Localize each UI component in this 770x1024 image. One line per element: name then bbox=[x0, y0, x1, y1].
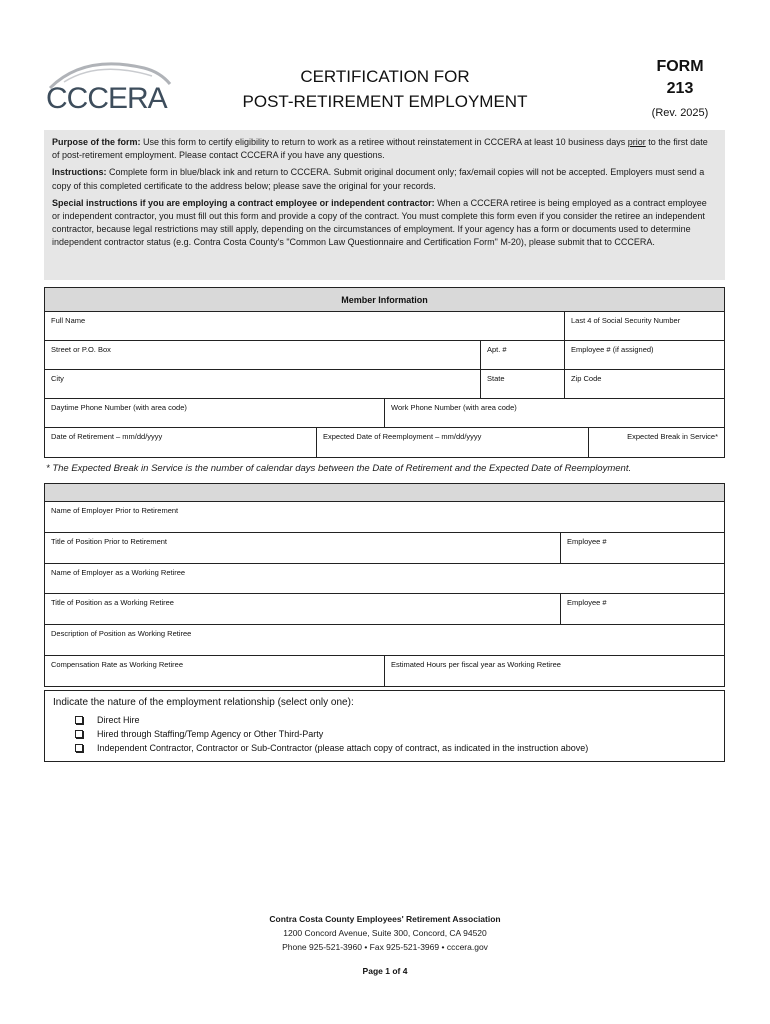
apt-field[interactable] bbox=[481, 341, 565, 369]
footer-street: 1200 Concord Avenue, Suite 300, Concord, CA 94520 bbox=[283, 928, 487, 938]
option-independent-contractor[interactable] bbox=[75, 741, 716, 755]
working-title-label: Title of Position as a Working Retiree bbox=[51, 598, 174, 607]
table-row bbox=[45, 533, 724, 564]
special-label: Special instructions if you are employing a contract employee or independent contractor: bbox=[52, 197, 435, 208]
option-label: Independent Contractor, Contractor or Sub-Contractor (please attach copy of contract, as indicated in the instruction above) bbox=[97, 743, 589, 753]
full-name-field[interactable] bbox=[45, 312, 565, 340]
compensation-field[interactable] bbox=[45, 656, 385, 686]
table-row bbox=[45, 312, 724, 341]
working-title-field[interactable] bbox=[45, 594, 561, 624]
employer-information-heading bbox=[45, 484, 724, 502]
state-label: State bbox=[487, 374, 505, 383]
ssn-last4-label: Last 4 of Social Security Number bbox=[571, 316, 681, 325]
option-direct-hire[interactable] bbox=[75, 713, 716, 727]
cccera-logo bbox=[44, 58, 174, 120]
city-label: City bbox=[51, 374, 64, 383]
table-row bbox=[45, 625, 724, 656]
city-field[interactable] bbox=[45, 370, 481, 398]
form-number-block bbox=[630, 56, 730, 119]
table-row bbox=[45, 370, 724, 399]
member-information-heading: Member Information bbox=[45, 288, 724, 312]
footer-org: Contra Costa County Employees' Retirement Association bbox=[269, 914, 501, 924]
zip-label: Zip Code bbox=[571, 374, 602, 383]
checkbox-icon[interactable] bbox=[75, 730, 83, 738]
purpose-text-b: to the first date of post-retirement employment. Please contact CCCERA if you have any questions. bbox=[52, 137, 708, 161]
day-phone-field[interactable] bbox=[45, 399, 385, 427]
employer-information-table bbox=[44, 483, 725, 687]
zip-field[interactable] bbox=[565, 370, 724, 398]
day-phone-label: Daytime Phone Number (with area code) bbox=[51, 403, 187, 412]
retirement-date-field[interactable] bbox=[45, 428, 317, 457]
purpose-prior: prior bbox=[627, 137, 646, 147]
table-row bbox=[45, 428, 724, 457]
retirement-date-label: Date of Retirement – mm/dd/yyyy bbox=[51, 432, 163, 441]
break-footnote: * The Expected Break in Service is the number of calendar days between the Date of Retirement and the Expected Date of Reemployment. bbox=[46, 463, 632, 474]
apt-label: Apt. # bbox=[487, 345, 507, 354]
break-in-service-field[interactable] bbox=[589, 428, 724, 457]
break-in-service-label: Expected Break in Service* bbox=[627, 432, 718, 441]
option-label: Direct Hire bbox=[97, 715, 140, 725]
purpose-label: Purpose of the form: bbox=[52, 137, 141, 147]
prior-employee-number-field[interactable] bbox=[561, 533, 724, 563]
state-field[interactable] bbox=[481, 370, 565, 398]
table-row bbox=[45, 564, 724, 594]
logo-text: CCCERA bbox=[46, 82, 167, 115]
employee-number-field[interactable] bbox=[565, 341, 724, 369]
table-row bbox=[45, 341, 724, 370]
working-employer-field[interactable] bbox=[45, 564, 724, 593]
prior-title-field[interactable] bbox=[45, 533, 561, 563]
form-number: 213 bbox=[666, 80, 694, 97]
page-title bbox=[215, 64, 555, 114]
purpose-paragraph bbox=[52, 136, 717, 162]
street-label: Street or P.O. Box bbox=[51, 345, 111, 354]
table-row bbox=[45, 656, 724, 686]
working-employee-number-label: Employee # bbox=[567, 598, 607, 607]
employee-number-label: Employee # (if assigned) bbox=[571, 345, 654, 354]
employment-nature-box bbox=[44, 690, 725, 762]
ssn-last4-field[interactable] bbox=[565, 312, 724, 340]
employment-nature-question: Indicate the nature of the employment relationship (select only one): bbox=[53, 697, 354, 708]
form-revision: (Rev. 2025) bbox=[651, 107, 709, 119]
work-phone-field[interactable] bbox=[385, 399, 724, 427]
member-information-table bbox=[44, 287, 725, 458]
footer-address bbox=[0, 912, 770, 954]
title-line-2: POST-RETIREMENT EMPLOYMENT bbox=[242, 92, 528, 111]
compensation-label: Compensation Rate as Working Retiree bbox=[51, 660, 184, 669]
title-line-1: CERTIFICATION FOR bbox=[300, 67, 470, 86]
option-label: Hired through Staffing/Temp Agency or Other Third-Party bbox=[97, 729, 324, 739]
page-number: Page 1 of 4 bbox=[362, 966, 408, 976]
table-row bbox=[45, 594, 724, 625]
instructions-text: Complete form in blue/black ink and return to CCCERA. Submit original document only; fax/email copies will not be accepted. Employers must send a copy of this completed certificate to the address below; please save the original for your records. bbox=[52, 167, 705, 191]
prior-employee-number-label: Employee # bbox=[567, 537, 607, 546]
special-text: When a CCCERA retiree is being employed as a contract employee or independent contractor, you must fill out this form and provide a copy of the contract. You must complete this form even if you consider the retiree an independent contractor, because legal restrictions may still apply, depending on the circumstances of employment. If your agency has a form or documents used to determine independent contractor status (e.g. Contra Costa County's "Common Law Questionnaire and Certification Form" M-20), please submit that to CCCERA. bbox=[52, 197, 707, 248]
form-label: FORM bbox=[656, 58, 704, 75]
reemployment-date-label: Expected Date of Reemployment – mm/dd/yyyy bbox=[323, 432, 482, 441]
hours-label: Estimated Hours per fiscal year as Working Retiree bbox=[391, 660, 561, 669]
full-name-label: Full Name bbox=[51, 316, 86, 325]
prior-title-label: Title of Position Prior to Retirement bbox=[51, 537, 168, 546]
hours-field[interactable] bbox=[385, 656, 724, 686]
checkbox-icon[interactable] bbox=[75, 716, 83, 724]
working-employer-label: Name of Employer as a Working Retiree bbox=[51, 568, 186, 577]
purpose-text-a: Use this form to certify eligibility to return to work as a retiree without reinstatement in CCCERA at least 10 business days bbox=[140, 137, 628, 147]
description-field[interactable] bbox=[45, 625, 724, 655]
prior-employer-label: Name of Employer Prior to Retirement bbox=[51, 506, 179, 515]
working-employee-number-field[interactable] bbox=[561, 594, 724, 624]
checkbox-icon[interactable] bbox=[75, 744, 83, 752]
reemployment-date-field[interactable] bbox=[317, 428, 589, 457]
instructions-paragraph bbox=[52, 166, 717, 192]
special-paragraph bbox=[52, 197, 717, 250]
prior-employer-field[interactable] bbox=[45, 502, 724, 532]
street-field[interactable] bbox=[45, 341, 481, 369]
option-staffing-agency[interactable] bbox=[75, 727, 716, 741]
footer-contact: Phone 925-521-3960 • Fax 925-521-3969 • cccera.gov bbox=[282, 942, 488, 952]
work-phone-label: Work Phone Number (with area code) bbox=[391, 403, 517, 412]
table-row bbox=[45, 502, 724, 533]
instructions-label: Instructions: bbox=[52, 167, 107, 178]
description-label: Description of Position as Working Retiree bbox=[51, 629, 192, 638]
instructions-box bbox=[44, 130, 725, 280]
table-row bbox=[45, 399, 724, 428]
